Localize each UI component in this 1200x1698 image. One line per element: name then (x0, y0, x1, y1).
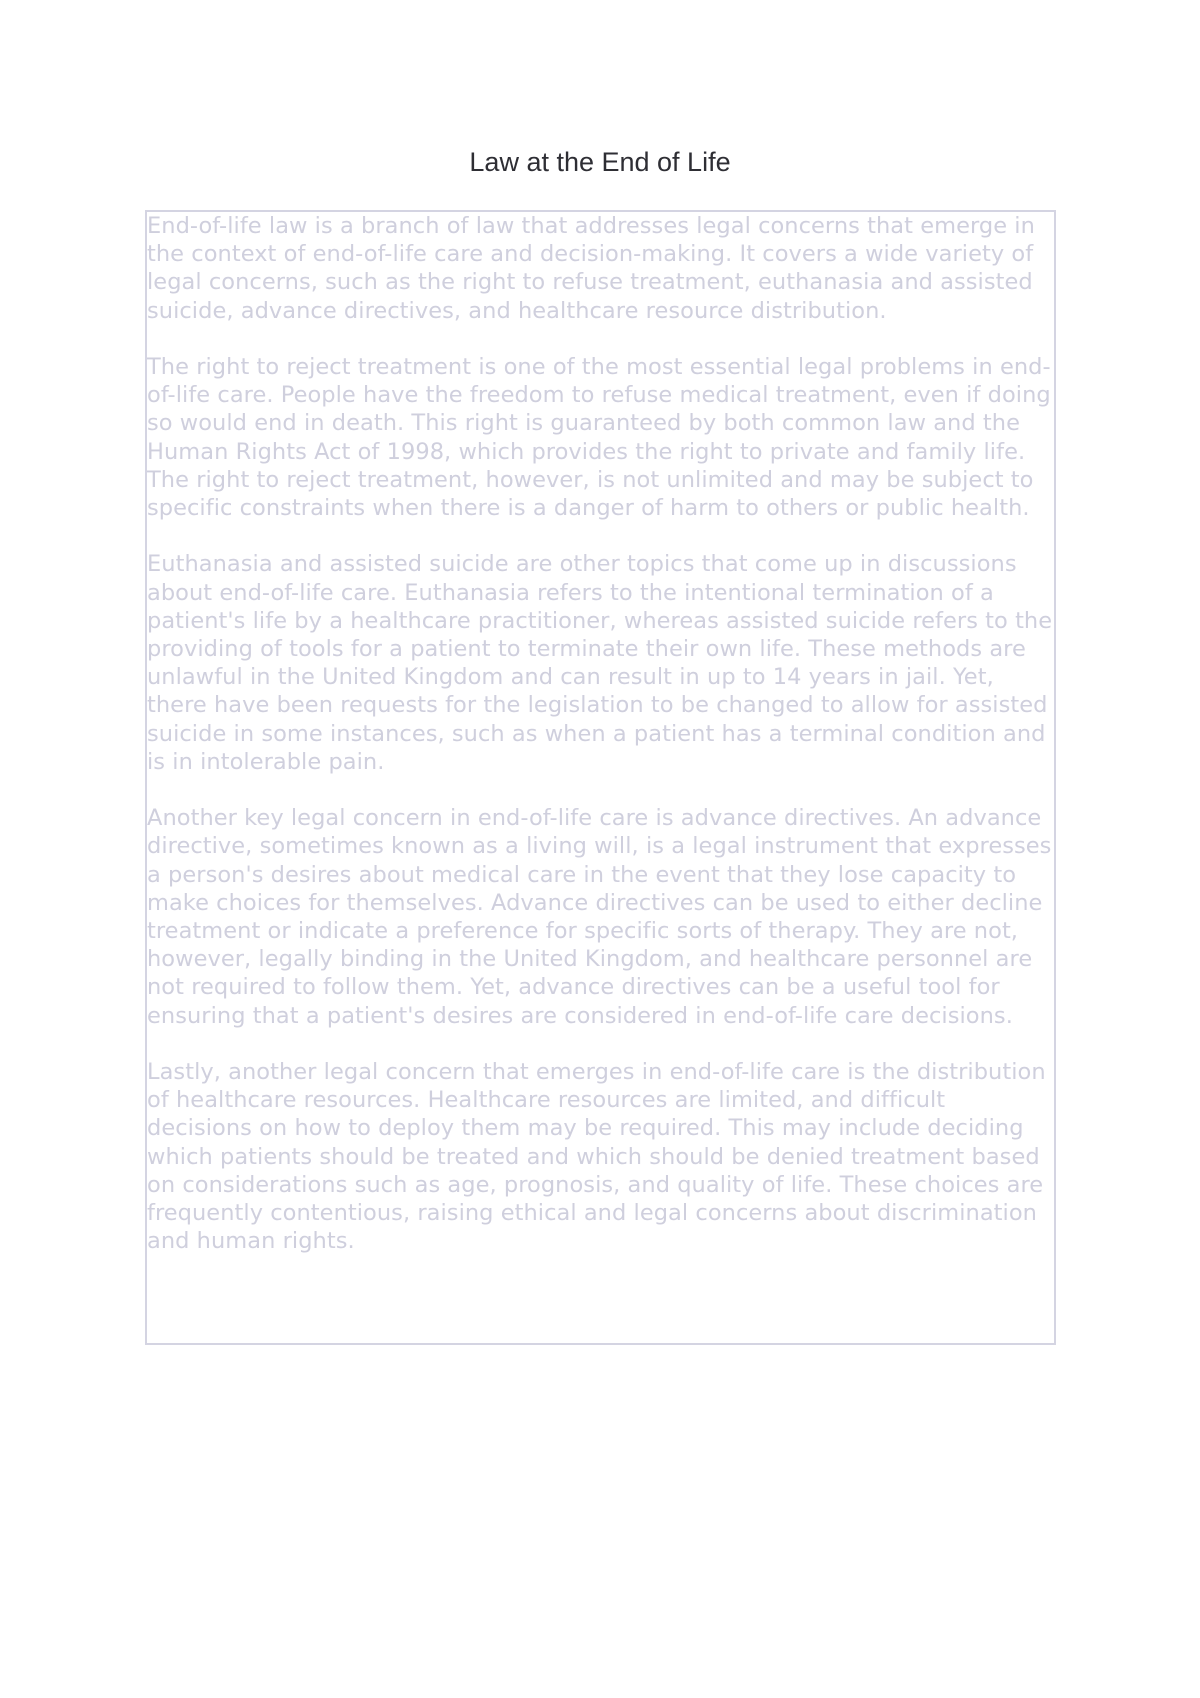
paragraph: Another key legal concern in end-of-life care is advance directives. An advance directive, sometimes known as a living will, is a legal instrument that expresses a person's desires about medical care in the event that they lose capacity to make choices for themselves. Advance directives can be used to either decline treatment or indicate a preference for specific sorts of therapy. They are not, however, legally binding in the United Kingdom, and healthcare personnel are not required to follow them. Yet, advance directives can be a useful tool for ensuring that a patient's desires are considered in end-of-life care decisions. (147, 805, 1052, 1029)
document-title: Law at the End of Life (469, 147, 731, 177)
paragraph: Euthanasia and assisted suicide are other topics that come up in discussions about end-of-life care. Euthanasia refers to the intentional termination of a patient's life by a healthcare practitioner, whereas assisted suicide refers to the providing of tools for a patient to terminate their own life. These methods are unlawful in the United Kingdom and can result in up to 14 years in jail. Yet, there have been requests for the legislation to be changed to allow for assisted suicide in some instances, such as when a patient has a terminal condition and is in intolerable pain. (147, 551, 1053, 775)
paragraph: Lastly, another legal concern that emerges in end-of-life care is the distribution of healthcare resources. Healthcare resources are limited, and difficult decisions on how to deploy them may be required. This may include deciding which patients should be treated and which should be denied treatment based on considerations such as age, prognosis, and quality of life. These choices are frequently contentious, raising ethical and legal concerns about discrimination and human rights. (147, 1059, 1046, 1255)
paragraph: End-of-life law is a branch of law that addresses legal concerns that emerge in the context of end-of-life care and decision-making. It covers a wide variety of legal concerns, such as the right to refuse treatment, euthanasia and assisted suicide, advance directives, and healthcare resource distribution. (147, 213, 1035, 324)
paragraph: The right to reject treatment is one of the most essential legal problems in end-of-life care. People have the freedom to refuse medical treatment, even if doing so would end in death. This right is guaranteed by both common law and the Human Rights Act of 1998, which provides the right to private and family life. The right to reject treatment, however, is not unlimited and may be subject to specific constraints when there is a danger of harm to others or public health. (147, 354, 1051, 522)
text-box (145, 210, 1056, 1345)
